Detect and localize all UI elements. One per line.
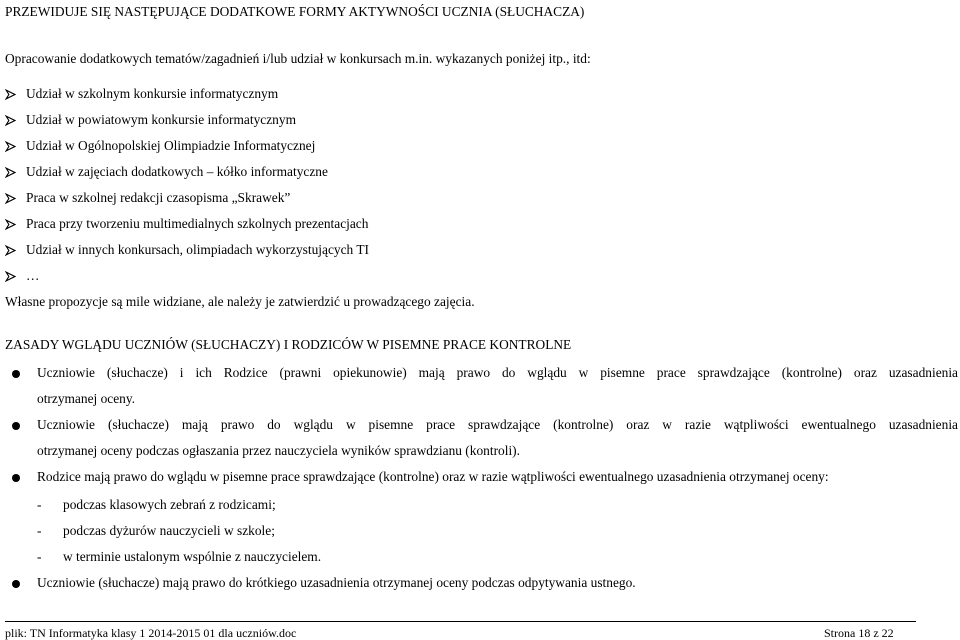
bullet-icon	[12, 474, 20, 482]
list-item	[37, 417, 958, 459]
sub-item-label: podczas dyżurów nauczycieli w szkole;	[63, 523, 275, 538]
sub-item-label: w terminie ustalonym wspólnie z nauczycielem.	[63, 549, 322, 564]
page-title: PRZEWIDUJE SIĘ NASTĘPUJĄCE DODATKOWE FORMY AKTYWNOŚCI UCZNIA (SŁUCHACZA)	[5, 4, 585, 19]
bullet-icon	[12, 580, 20, 588]
arrow-bullet-icon	[5, 271, 16, 282]
list-item-label: Praca w szkolnej redakcji czasopisma „Skrawek”	[26, 190, 291, 205]
footer-divider	[5, 621, 916, 622]
list-item-label: …	[26, 268, 40, 283]
list-item	[37, 549, 321, 565]
footer-page-number: Strona 18 z 22	[824, 626, 894, 640]
intro-text: Opracowanie dodatkowych tematów/zagadnień i/lub udział w konkursach m.in. wykazanych poniżej itp., itd:	[5, 51, 591, 66]
own-proposals-note: Własne propozycje są mile widziane, ale należy je zatwierdzić u prowadzącego zajęcia.	[5, 294, 475, 309]
rule-text-line: Uczniowie (słuchacze) i ich Rodzice (prawni opiekunowie) mają prawo do wglądu w pisemne prace sprawdzające (kontrolne) oraz uzasadnienia	[37, 365, 958, 380]
list-item	[37, 497, 276, 513]
arrow-bullet-icon	[5, 193, 16, 204]
rule-text-line: Uczniowie (słuchacze) mają prawo do wglądu w pisemne prace sprawdzające (kontrolne) oraz w razie wątpliwości ewentualnego uzasadnienia	[37, 417, 958, 432]
footer-filename: plik: TN Informatyka klasy 1 2014-2015 01 dla uczniów.doc	[5, 626, 297, 640]
list-item-label: Udział w powiatowym konkursie informatycznym	[26, 112, 296, 127]
list-item	[37, 523, 275, 539]
dash-marker: -	[37, 497, 42, 512]
rule-text-line: Uczniowie (słuchacze) mają prawo do krótkiego uzasadnienia otrzymanej oceny podczas odpytywania ustnego.	[37, 575, 636, 590]
list-item-label: Udział w szkolnym konkursie informatycznym	[26, 86, 279, 101]
arrow-bullet-icon	[5, 219, 16, 230]
list-item	[37, 575, 958, 591]
list-item-label: Udział w zajęciach dodatkowych – kółko informatyczne	[26, 164, 328, 179]
bullet-icon	[12, 370, 20, 378]
arrow-bullet-icon	[5, 167, 16, 178]
rule-text-line: Rodzice mają prawo do wglądu w pisemne prace sprawdzające (kontrolne) oraz w razie wątpliwości ewentualnego uzasadnienia otrzymanej oceny:	[37, 469, 829, 484]
section-title: ZASADY WGLĄDU UCZNIÓW (SŁUCHACZY) I RODZICÓW W PISEMNE PRACE KONTROLNE	[5, 337, 572, 352]
bullet-icon	[12, 422, 20, 430]
list-item-label: Udział w innych konkursach, olimpiadach wykorzystujących TI	[26, 242, 369, 257]
sub-item-label: podczas klasowych zebrań z rodzicami;	[63, 497, 276, 512]
dash-marker: -	[37, 549, 42, 564]
dash-marker: -	[37, 523, 42, 538]
list-item	[37, 469, 958, 485]
arrow-bullet-icon	[5, 115, 16, 126]
list-item	[37, 365, 958, 407]
arrow-bullet-icon	[5, 141, 16, 152]
rule-text-line: otrzymanej oceny.	[37, 391, 136, 406]
rule-text-line: otrzymanej oceny podczas ogłaszania przez nauczyciela wyników sprawdzianu (kontroli).	[37, 443, 520, 458]
arrow-bullet-icon	[5, 245, 16, 256]
list-item-label: Praca przy tworzeniu multimedialnych szkolnych prezentacjach	[26, 216, 369, 231]
list-item-label: Udział w Ogólnopolskiej Olimpiadzie Informatycznej	[26, 138, 316, 153]
arrow-bullet-icon	[5, 89, 16, 100]
